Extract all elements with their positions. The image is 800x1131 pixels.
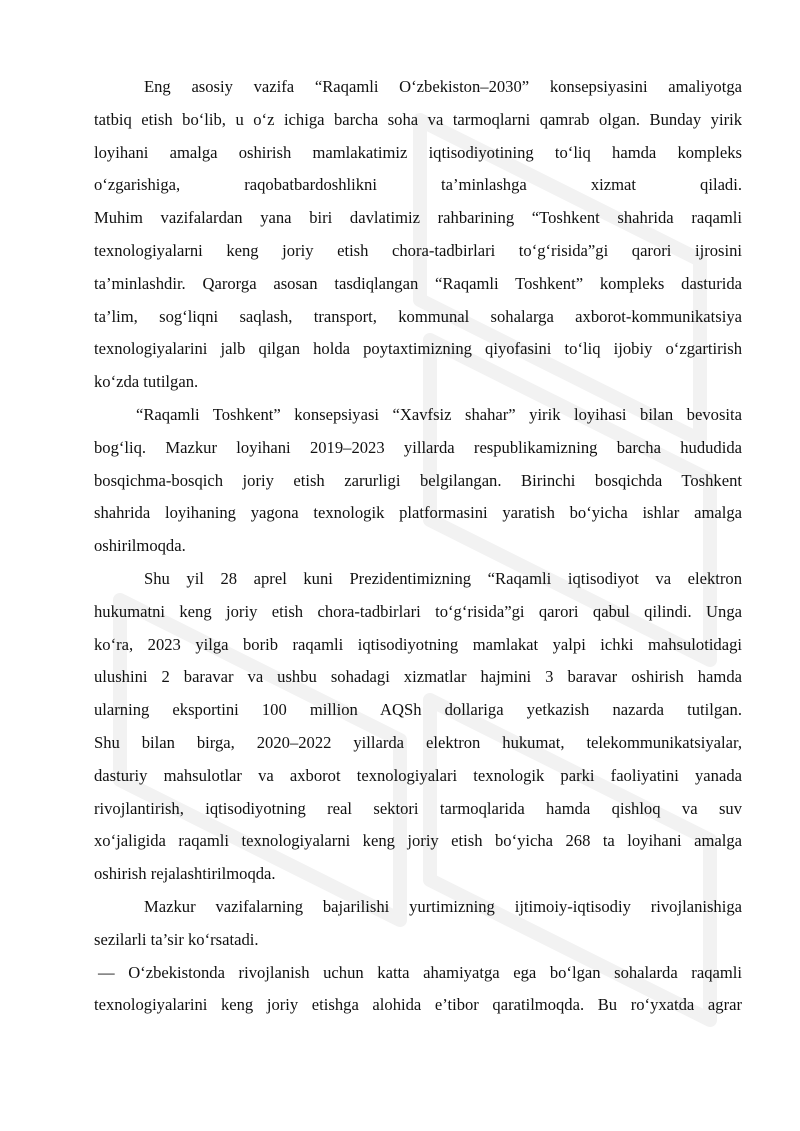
- text-line: — O‘zbekistonda rivojlanish uchun katta ahamiyatga ega bo‘lgan sohalarda raqamli: [98, 962, 742, 982]
- text-line: hukumatni keng joriy etish chora-tadbirlari to‘g‘risida”gi qarori qabul qilindi. Unga: [94, 601, 742, 621]
- text-line: ko‘zda tutilgan.: [94, 372, 199, 392]
- text-line: ta’minlashdir. Qarorga asosan tasdiqlangan “Raqamli Toshkent” kompleks dasturida: [94, 273, 742, 293]
- text-line: texnologiyalarini jalb qilgan holda poytaxtimizning qiyofasini to‘liq ijobiy o‘zgartirish: [94, 339, 742, 359]
- text-line: loyihani amalga oshirish mamlakatimiz iqtisodiyotining to‘liq hamda kompleks: [94, 142, 742, 162]
- text-line: ularning eksportini 100 million AQSh dollariga yetkazish nazarda tutilgan.: [94, 700, 742, 720]
- text-line: shahrida loyihaning yagona texnologik platformasini yaratish bo‘yicha ishlar amalga: [94, 503, 742, 523]
- text-line: ko‘ra, 2023 yilga borib raqamli iqtisodiyotning mamlakat yalpi ichki mahsulotidagi: [94, 634, 742, 654]
- text-line: “Raqamli Toshkent” konsepsiyasi “Xavfsiz shahar” yirik loyihasi bilan bevosita: [136, 404, 742, 424]
- text-line: texnologiyalarni keng joriy etish chora-tadbirlari to‘g‘risida”gi qarori ijrosini: [94, 240, 742, 260]
- text-line: bosqichma-bosqich joriy etish zarurligi belgilangan. Birinchi bosqichda Toshkent: [94, 470, 742, 490]
- text-line: tatbiq etish bo‘lib, u o‘z ichiga barcha soha va tarmoqlarni qamrab olgan. Bunday yirik: [94, 109, 742, 129]
- text-line: Shu bilan birga, 2020–2022 yillarda elektron hukumat, telekommunikatsiyalar,: [94, 732, 742, 752]
- text-line: texnologiyalarini keng joriy etishga alohida e’tibor qaratilmoqda. Bu ro‘yxatda agrar: [94, 995, 742, 1015]
- text-line: xo‘jaligida raqamli texnologiyalarni keng joriy etish bo‘yicha 268 ta loyihani amalga: [94, 831, 742, 851]
- text-line: Eng asosiy vazifa “Raqamli O‘zbekiston–2030” konsepsiyasini amaliyotga: [144, 77, 742, 96]
- text-line: oshirish rejalashtirilmoqda.: [94, 864, 276, 884]
- text-line: bog‘liq. Mazkur loyihani 2019–2023 yillarda respublikamizning barcha hududida: [94, 437, 742, 457]
- text-line: Shu yil 28 aprel kuni Prezidentimizning “Raqamli iqtisodiyot va elektron: [144, 568, 742, 588]
- text-line: Mazkur vazifalarning bajarilishi yurtimizning ijtimoiy-iqtisodiy rivojlanishiga: [144, 896, 742, 916]
- text-line: oshirilmoqda.: [94, 536, 186, 556]
- text-line: ulushini 2 baravar va ushbu sohadagi xizmatlar hajmini 3 baravar oshirish hamda: [94, 667, 742, 687]
- text-line: Muhim vazifalardan yana biri davlatimiz rahbarining “Toshkent shahrida raqamli: [94, 208, 742, 228]
- text-line: o‘zgarishiga, raqobatbardoshlikni ta’minlashga xizmat qiladi.: [94, 175, 742, 195]
- text-line: ta’lim, sog‘liqni saqlash, transport, kommunal sohalarga axborot-kommunikatsiya: [94, 306, 742, 326]
- body-text: [94, 71, 742, 1022]
- text-line: dasturiy mahsulotlar va axborot texnologiyalari texnologik parki faoliyatini yanada: [94, 765, 742, 785]
- text-line: rivojlantirish, iqtisodiyotning real sektori tarmoqlarida hamda qishloq va suv: [94, 798, 742, 818]
- text-line: sezilarli ta’sir ko‘rsatadi.: [94, 929, 259, 949]
